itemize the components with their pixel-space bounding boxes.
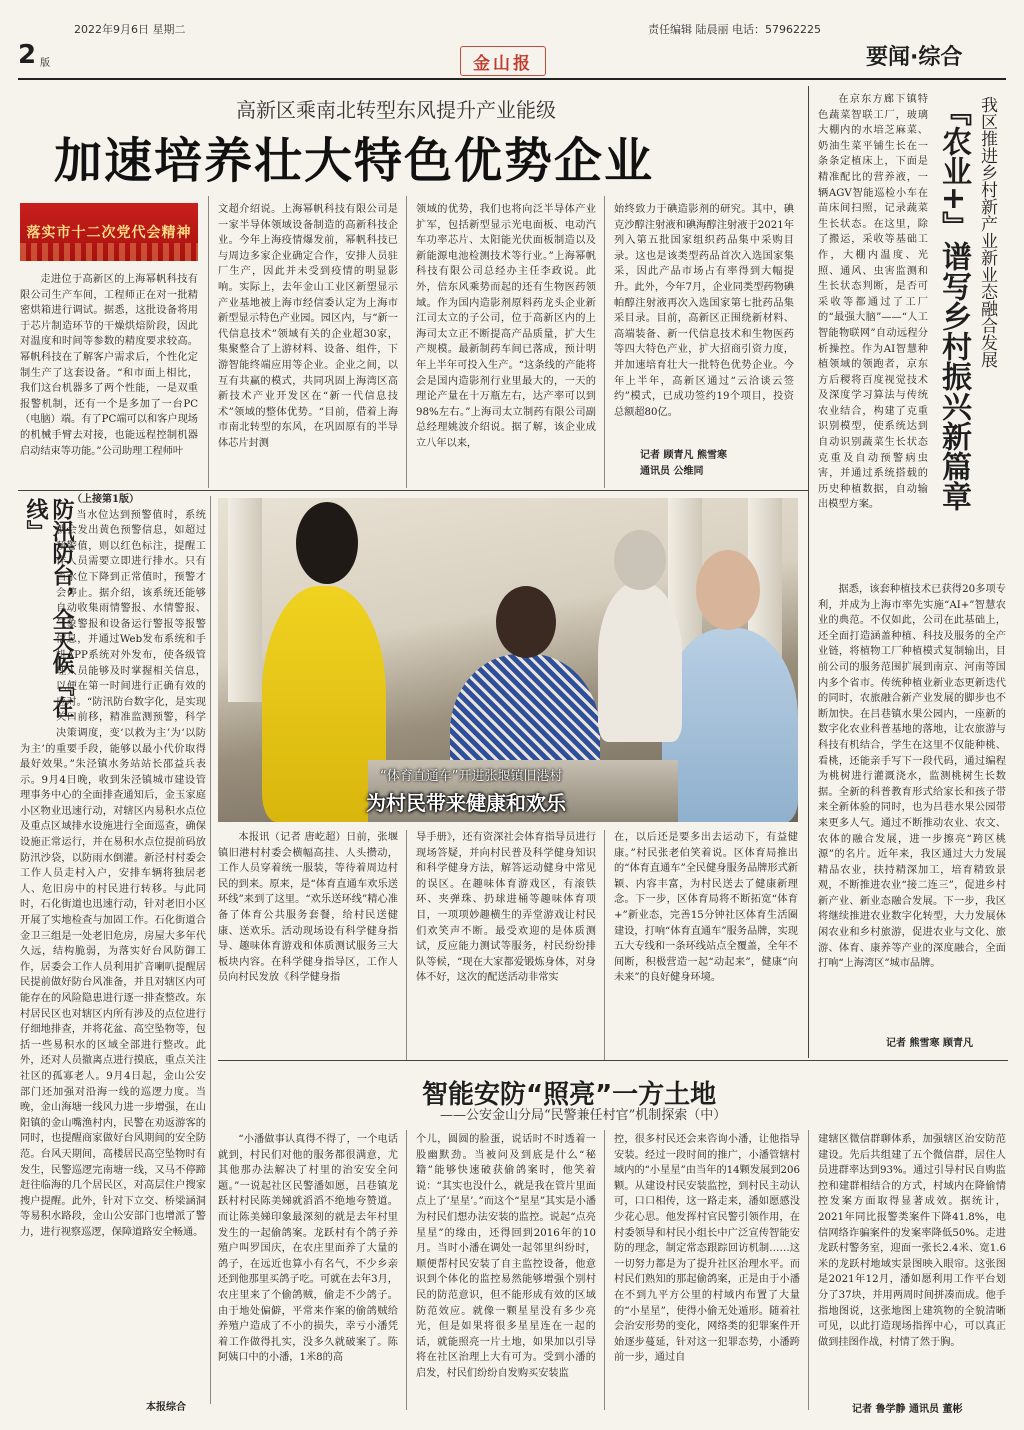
flood-body <box>20 492 206 1404</box>
column-divider <box>808 86 809 1058</box>
agri-column-top <box>818 92 928 580</box>
lead-title: 加速培养壮大特色优势企业 <box>54 133 655 189</box>
lead-bottom-rule <box>18 490 808 491</box>
middle-rule <box>218 1060 1008 1061</box>
column-divider <box>406 1130 407 1410</box>
photo-story-column-3 <box>614 830 798 1070</box>
masthead-logo <box>460 46 546 76</box>
photo-story-column-2 <box>416 830 596 1070</box>
photo-story-column-1 <box>218 830 398 1070</box>
photo-story-paragraph-2: 导手册》，还有资深社会体育指导员进行现场答疑，并向村民普及科学健身知识和科学健身方法，解答运动健身中常见的误区。在趣味体育游戏区，有滚铁环、夹弹珠、扔球进桶等趣味体育项目，一项项妙趣横生的弄堂游戏让村民们欢笑声不断。最受欢迎的是体质测试，反应能力测试等服务，村民纷纷排队等候，“现在大家都爱锻炼身体，对身体不好，这次的配送活动非常实 <box>416 832 596 984</box>
photo-caption-small: “体育直通车”开进张堰镇旧港村 <box>380 769 563 784</box>
photo-bystander-head <box>614 530 666 590</box>
flood-title: 防汛防台，全天候『在线』 <box>23 498 74 718</box>
column-divider <box>210 496 211 1404</box>
photo-caption-large: 为村民带来健康和欢乐 <box>366 791 566 815</box>
photo-story-paragraph-3: 在，以后还是要多出去运动下，有益健康。”村民张老伯笑着说。区体育局推出的“体育直通车”全民健身服务品牌形式新颖、内容丰富，为村民送去了健康新理念。下一步，区体育局将不断拓宽“体育+”新业态，完善15分钟社区体育生活圈建设，打响“体育直通车”服务品牌，实现五大专线和一条环线站点全覆盖，全年不间断，积极营造一起“动起来”，健康“向未来”的良好健身环境。 <box>614 832 798 984</box>
lead-paragraph-4: 始终致力于碘造影剂的研究。其中，碘克沙醇注射液和碘海醇注射液于2021年列入第五批国家组织药品集中采购目录。这也是该类型药品首次入选国家集采，因此产品市场占有率得到大幅提升。此外，今年7月，企业同类型药物碘帕醇注射液再次入选国家第七批药品集采目录。目前，高新区正围绕新材料、高端装备、新一代信息技术和生物医药等四大特色产业，扩大招商引资力度，并加速培育壮大一批特色优势企业。今年上半年，高新区通过“云洽谈云签约”模式，已成功签约19个项目，投资总额超80亿。 <box>614 204 794 418</box>
lead-paragraph-1: 走进位于高新区的上海幂帆科技有限公司生产车间，工程师正在对一批精密烘箱进行调试。据悉，这批设备将用于芯片制造环节的干燥烘焙阶段，因此对温度和时间等参数的精度要求较高。幂帆科技在了解客户需求后，个性化定制生产了这套设备。“和市面上相比，我们这台机器多了两个性能，一是双重报警机制，还有一个是多加了一台PC（电脑）端。有了PC端可以和客户现场的机械手臂去对接，也能远程控制机器启动结束等功能。”公司助理工程师叶 <box>20 274 198 457</box>
lead-kicker: 高新区乘南北转型东风提升产业能级 <box>236 98 556 122</box>
police-paragraph-1: “小潘做事认真得不得了，一个电话就到，村民们对他的服务都很满意，尤其他那办法解决了村里的治安安全问题。”一说起社区民警潘如愿，吕巷镇龙跃村村民陈美娣就滔滔不绝地夸赞道。而让陈美娣印象最深刻的就是去年村里发生的一起偷鸽案。龙跃村有个鸽子养殖户叫罗国庆，在农庄里面养了大量的鸽子，在远近也算小有名气，不少乡亲还到他那里买鸽子吃。可就在去年3月，农庄里来了个偷鸽贼，偷走不少鸽子。由于地处偏僻，平常来作案的偷鸽贼给养殖户造成了不小的损失，幸亏小潘凭着工作做得扎实，没多久就破案了。陈阿姨口中的小潘，1米8的高 <box>218 1134 398 1364</box>
police-column-3 <box>614 1132 800 1412</box>
flood-continued: （上接第1版） <box>72 494 139 505</box>
flood-byline: 本报综合 <box>146 1402 186 1413</box>
column-divider <box>208 196 209 488</box>
lead-paragraph-3: 领域的优势，我们也将向泛半导体产业扩军，包括新型显示光电面板、电动汽车功率芯片、太阳能光伏面板制造以及新能源电池检测技术等行业。”上海幂帆科技有限公司总经办主任李政说。此外，倍东风乘势而起的还有生物医药领域。作为国内造影剂原料药龙头企业新江司太立的子公司，位于高新区内的上海司太立正不断提高产品质量，扩大生产规模。最新制药车间已落成，预计明年上半年可投入生产。“这条线的产能将会是国内造影剂行业里最大的，一天的理论产量在十万瓶左右，达产率可以到98%左右。”上海司太立制药有限公司副总经理姚波介绍说。据了解，该企业成立八年以来， <box>416 204 596 449</box>
agri-paragraph-bottom: 据悉，该套种植技术已获得20多项专利，并成为上海市率先实施“AI+”智慧农业的典范。不仅如此，公司在此基础上，还全面打造涵盖种植、科技及服务的全产业链，将植物工厂种植模式复制输出，目前公司的服务范围扩展到南京、河南等国内多个省市。传统种植业新业态更新迭代的同时，农旅融合新产业发展的脚步也不断加快。在吕巷镇水果公园内，一座新的数字化农业科普基地的落地，让农旅游与科技有机结合，学生在这里不仅能种桃、看桃，还能亲手写下一段代码，通过编程为桃树进行灌溉浇水，监测桃树生长数据。全新的科普教育形式给家长和孩子带来全新体验的同时，也为吕巷水果公园带来更多人气。通过不断推动农业、农文、农体的融合发展，进一步擦亮“跨区桃源”的名片。近年来，我区通过大力发展精品农业，扶持精深加工，培育精致景观，不断推进农业“接二连三”，促进乡村新产业、新业态融合发展。下一步，我区将继续推进农业数字化转型，大力发展休闲农业和乡村旅游，促进农业与文化、旅游、体育、康养等产业的深度融合，全面打响“上海湾区”城市品牌。 <box>818 584 1006 970</box>
agri-byline: 记者 熊雪寒 顾青凡 <box>886 1038 973 1049</box>
issue-date: 2022年9月6日 星期二 <box>74 23 186 36</box>
agri-column-bottom <box>818 582 1006 1022</box>
lead-column-4 <box>614 202 794 438</box>
police-column-1 <box>218 1132 398 1412</box>
page-unit: 版 <box>40 58 50 69</box>
photo-man-in-white <box>598 582 682 742</box>
police-byline: 记者 鲁学静 通讯员 董彬 <box>852 1404 963 1415</box>
banner-text: 落实市十二次党代会精神 <box>26 225 192 241</box>
police-paragraph-3: 控，很多村民还会来咨询小潘，让他指导安装。经过一段时间的推广，小潘管辖村域内的“小星星”由当年的14颗发展到206颗。从建设村民安装监控，到村民主动认可，口口相传，这一路走来，潘如愿感没少花心思。他发挥村官民警引领作用，在村委领导和村民小组长中广泛宣传智能安防的理念，制定常态跟踪回访机制……这一切努力都是为了提升社区治理水平。而村民们熟知的那起偷鸽案，正是由于小潘在不到九平方公里的村域内布置了大量的“小星星”，使得小偷无处遁形。随着社会治安形势的变化，网络类的犯罪案件开始逐步蔓延，针对这一犯罪态势，小潘跨前一步，通过自 <box>614 1134 800 1364</box>
editor-info: 责任编辑 陆晨丽 电话：57962225 <box>648 23 821 36</box>
police-column-4 <box>818 1132 1006 1394</box>
lead-byline: 记者 顾青凡 熊雪寒 <box>640 450 727 461</box>
column-divider <box>604 196 605 488</box>
skyline-graphic <box>20 243 198 261</box>
lead-paragraph-2: 文超介绍说。上海幂帆科技有限公司是一家半导体领域设备制造的高新科技企业。今年上海疫情爆发前，幂帆科技已与周边多家企业确定合作，安排人员驻厂生产，因此并未受到疫情的明显影响。实际上，去年金山工业区新塑显示产业基地被上海市经信委认定为上海市新型显示特色产业园。园区内，与“新一代信息技术”领域有关的企业超30家，集聚整合了上游材料、设备、组件，下游智能终端应用等企业。企业之间，以互有共赢的模式，共同巩固上海湾区高新技术产业开发区在“新一代信息技术”领域的整体优势。“目前，借着上海市南北转型的东风，在巩固原有的半导体芯片封测 <box>218 204 398 449</box>
lead-column-2 <box>218 202 398 484</box>
photo-story-paragraph-1: 本报讯（记者 唐屹超）日前，张堰镇旧港村村委会横幅高挂、人头攒动，工作人员穿着统一服装，等待着周边村民的到来。原来，是“体育直通车欢乐送环线”来到了这里。“欢乐送环线”精心准备了体育公共服务套餐，给村民送健康、送欢乐。活动现场设有科学健身指导、趣味体育游戏和体质测试服务三大板块内容。在科学健身指导区，工作人员向村民发放《科学健身指 <box>218 832 398 984</box>
photo-woman-head <box>496 586 556 658</box>
photo-volunteer-head <box>296 502 358 584</box>
flood-paragraph: 当水位达到预警值时，系统就会发出黄色预警信息，如超过预警值，则以红色标注，提醒工作人员需要立即进行排水。只有当水位下降到正常值时，预警才会停止。据介绍，该系统还能够自动收集雨情警报、水情警报、气象警报和设备运行警报等报警信息，并通过Web发布系统和手机APP系统对外发布，使各级管理人员能够及时掌握相关信息，以便在第一时间进行正确有效的应对。“防汛防台数字化，是实现关口前移，精准监测预警，科学决策调度，变‘以救为主’为‘以防为主’的重要手段，能够以最小代价取得最好效果。”朱泾镇水务站站长邵益兵表示。9月4日晚，收到朱泾镇城市建设管理事务中心的全面排查通知后，金玉家庭小区物业迅速行动，对辖区内易积水点位及重点区域排水设施进行全面巡查，确保设施正常运行，并在易积水点位提前码放防汛沙袋，以防雨水倒灌。新泾村村委会工作人员走村入户，安排车辆将独居老人、危旧房中的村民进行转移。与此同时，石化街道也迅速行动，针对老旧小区开展了实地检查与加固工作。石化街道合金卫三组是一处老旧危房，房屋大多年代久远，结构脆弱，为落实好台风防御工作，居委会工作人员利用扩音喇叭提醒居民提前做好防台风准备，并且对辖区内可能存在的风险隐患进行逐一排查整改。东村居民区也对辖区内所有涉及的点位进行仔细地排查，并将花盆、高空坠物等，包括一些易积水的区域全部进行整改。此外，还对人员撤离点进行摸底，重点关注社区的孤寡老人。9月4日起，金山公安部门还加强对沿海一线的巡逻力度。当晚，金山海塘一线风力进一步增强，在山阳镇的金山嘴渔村内，民警在劝返游客的同时，也提醒商家做好台风期间的安全防范。台风天期间，高楼居民高空坠物时有发生，民警巡逻完南塘一线，又马不停蹄赶往临海的几个居民区，对高层住户搜家搜户提醒。此外，针对下立交、桥梁涵洞等易积水路段，金山公安部门也增派了警力，进行视察巡逻，保障道路安全畅通。 <box>20 509 206 1238</box>
police-subtitle: ——公安金山分局“民警兼任村官”机制探索（中） <box>440 1108 727 1123</box>
agri-paragraph-top: 在京东方廊下镇特色蔬菜智联工厂，玻璃大棚内的水培芝麻菜、奶油生菜平铺生长在一条条定植床上，下面是精准配比的营养液，一辆AGV智能巡检小车在苗床间扫照，记录蔬菜生长状态。在这里，除了搬运，采收等基础工作，大棚内温度、光照、通风、虫害监测和生长状态判断，是否可采收等都通过了工厂的“最强大脑”——“人工智能物联网”自动远程分析操控。作为AI智慧种植领域的领跑者，京东方后稷将百度视觉技术及深度学习算法与传统农业结合，构建了克重识别模型，使系统达到自动识别蔬菜生长状态克重及自动预警病虫害，并通过系统搭载的历史种植数据，自动输出模型方案。 <box>818 94 928 511</box>
header-rule <box>18 78 1006 80</box>
column-divider <box>406 196 407 488</box>
photo-elderly-man-head <box>696 550 760 630</box>
police-paragraph-2: 个儿，圆圆的脸蛋，说话时不时透着一股幽默劲。当被问及到底是什么“秘籍”能够快速破获偷鸽案时，他笑着说：“其实也没什么，就是我在管片里面点上了‘星星’。”而这个“星星”其实是小潘为村民们想办法安装的监控。说起“点亮星星”的缘由，还得回到2016年的10月。当时小潘在调处一起邻里纠纷时，顺便帮村民安装了自主监控设备，他意识到个体化的监控易然能够增强个别村民的防范意识，但不能形成有效的区域防范效应。就像一颗星星没有多少亮光，但是如果将很多星星连在一起的话，就能照亮一片土地，如果加以引导将在社区治理上大有可为。受到小潘的启发，村民们纷纷自发购买安装监 <box>416 1134 596 1379</box>
photo-pillar <box>228 498 262 702</box>
section-title: 要闻·综合 <box>866 45 963 70</box>
column-divider <box>604 1130 605 1410</box>
agri-kicker: 我区推进乡村新产业新业态融合发展 <box>977 96 997 368</box>
police-paragraph-4: 建辖区微信群聊体系，加强辖区治安防范建设。先后共组建了五个微信群，居住人员进群率达到93%。通过引导村民自购监控和建群相结合的方式，村域内在降偷情控发案方面取得显著成效。据统计，2021年同比报警类案件下降41.8%，电信网络诈骗案件的发案率降低50%。走进龙跃村警务室，迎面一张长2.4米、宽1.6米的龙跃村地域实景图映入眼帘。这张图是2021年12月，潘如愿利用工作平台划分了37块，并用两周时间拼凑而成。他手指地图说，这张地图上建筑物的全貌清晰可见，以此打造现场指挥中心，可以真正做到挂图作战，村情了然于胸。 <box>818 1134 1006 1348</box>
column-divider <box>808 1130 809 1410</box>
page-number: 2 <box>18 40 37 70</box>
lead-column-1 <box>20 272 198 482</box>
lead-column-3 <box>416 202 596 484</box>
column-divider <box>604 830 605 1060</box>
party-congress-banner <box>20 203 198 261</box>
lead-byline-2: 通讯员 公维同 <box>640 466 704 477</box>
photo-elderly-man <box>662 628 798 822</box>
flood-indent-shape <box>20 508 56 740</box>
agri-title: 『农业+』谱写乡村振兴新篇章 <box>936 96 971 512</box>
police-column-2 <box>416 1132 596 1412</box>
masthead-text: 金山报 <box>473 53 533 74</box>
police-title: 智能安防“照亮”一方土地 <box>422 1080 717 1110</box>
column-divider <box>406 830 407 1060</box>
